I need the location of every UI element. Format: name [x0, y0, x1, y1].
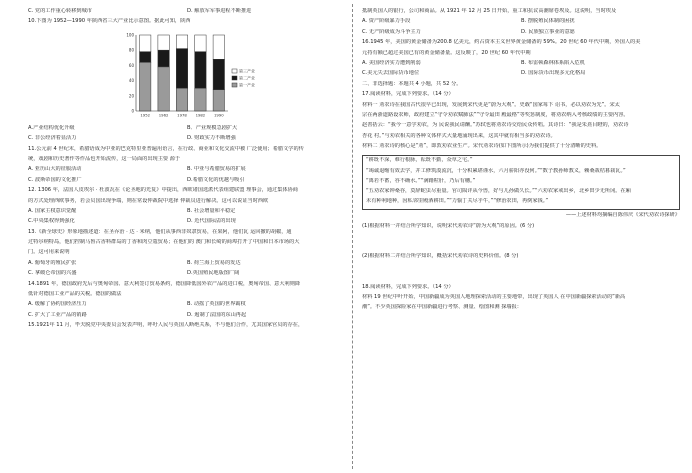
- q15-options-row1: [362, 18, 680, 28]
- q15-stem: 15.1921年 11 月，毕夫脱党中央委员会发表声明，呼吁人民与英国人断绝关系，不与他们合作，尤其国家官员的存在，: [28, 322, 304, 329]
- q15-option-c: C. 无产阶级成为斗争主力: [362, 28, 421, 35]
- bar-segment: [158, 67, 169, 111]
- q16-options-row2: [362, 70, 680, 80]
- q11-options-row2: [28, 177, 346, 187]
- q10-option-d: D. 财政实力不断增强: [187, 135, 236, 142]
- bar-segment: [139, 52, 150, 63]
- material3-line2: 潮”。不少英国探险家在中国新疆进行考察、测量、绘图和测 探墙报：: [362, 304, 522, 311]
- q10-option-a: A.产业结构优化升级: [28, 124, 75, 131]
- y-tick-label: 100: [126, 32, 134, 38]
- bar-segment: [195, 35, 206, 52]
- material2-intro: 材料二 劝农诗的核心是“劝”，即敦劝农业生产。宋代劝农诗(如下图所示)为我们提供了十分清晰的史料。: [362, 143, 602, 150]
- q15-option-d: D. 民族独立事业的意愿: [521, 28, 575, 35]
- right-column: [362, 8, 680, 315]
- bar-segment: [213, 35, 224, 59]
- q10-option-b: B．产业规模急剧扩大: [187, 124, 238, 131]
- q14-option-b: B. 动摇了英国的世界霸权: [187, 301, 246, 308]
- q13-option-a: A. 葡萄牙的殖民扩张: [28, 259, 77, 266]
- legend-swatch: [232, 76, 237, 80]
- q14-options-row2: [28, 312, 346, 322]
- answer-space-2: [362, 264, 680, 284]
- q16-option-c: C.美元失去国际货币地位: [362, 70, 420, 77]
- section-two-heading: 二、非选择题：本题共 4 小题，共 52 分。: [362, 80, 462, 87]
- q10-option-c: C. 非公经济着显活力: [28, 135, 77, 142]
- y-tick-label: 0: [131, 108, 134, 114]
- material1-line3: 赵善括云：“我今一意学劝农，为 民说我民请酬。”苏轼也将劝农诗交给民众传唱。其诗曰：“我是朱熹目瞪的，劝农诗: [362, 122, 629, 129]
- poem-line: “离若不蓄，谷不确水。”“满籍粒肝，乃后有穗。”: [366, 177, 476, 184]
- q12-option-b: B. 社会增量和平稳定: [187, 207, 236, 214]
- source-citation: ——上述材料均摘编自陈伟庆《宋代劝农诗探研》: [565, 212, 680, 219]
- q14-option-c: C. 扩大了工业产品的销路: [28, 311, 87, 318]
- q13-stem-line2: 过特尔纳特岛，他们控制马鲁古香料群岛的丁香和肉豆蔻贸易；在他们的 澳门和长崎的商埠打开了中国和日本市场的大: [28, 239, 300, 246]
- x-tick-label: 1978: [177, 112, 187, 118]
- legend-swatch: [232, 69, 237, 73]
- q13-options-row2: [28, 270, 346, 280]
- q15-option-a: A. 资产阶级暴力手段: [362, 18, 411, 25]
- q13-stem-line3: 门。这可用来说明: [28, 249, 70, 256]
- q13-option-c: C. 拿破仑帝国的兴盛: [28, 270, 77, 277]
- q15-option-b: B. 摆脱殖民体制的困扰: [521, 18, 575, 25]
- column-divider: [352, 4, 353, 469]
- poem-line: “五劝农家钟桑谷，莫辞蛇虫尽重量。官司陨详从今兽，好与儿孙做久长。”“六劝农家戒出乡，北乡田少无所冈。在厢: [366, 188, 631, 195]
- q17-part2: (2)根据材料二并结合所学知识，概括宋代劝农诗的史料价值。(8 分): [362, 253, 519, 260]
- q15-stem-cont: 抵制英国人的银行，公司和商品。从 1921 年 12 月 25 日开始，重工和抗议高潮席卷埃及。这说明，当时埃及: [362, 8, 617, 14]
- x-tick-label: 1952: [140, 112, 151, 118]
- q18-title: 18.阅读材料，完成下列要求。（14 分）: [362, 283, 454, 290]
- legend-label: 第二产业: [239, 75, 255, 81]
- q16-option-b: B. 布雷顿森林体系陷入危机: [521, 59, 585, 66]
- bar-segment: [139, 35, 150, 52]
- q13-options-row1: [28, 260, 346, 270]
- q11-option-b: B. 中亚与希腊贸易的扩展: [187, 166, 246, 173]
- x-tick-label: 1982: [195, 112, 206, 118]
- q9-option-d: D. 解放军军事进程不断推进: [187, 8, 252, 14]
- q17-part1: (1)根据材料一并结合所学知识，说明宋代劝农诗“蔚为大观”的原因。(6 分): [362, 222, 535, 229]
- q16-option-d: D. 国际货币出现多元化格局: [521, 70, 586, 77]
- q15-options-row2: [362, 29, 680, 39]
- q13-option-d: D.英国殖民地版图广阔: [187, 270, 240, 277]
- q14-stem-line2: 低针对德国工业产品的关税。德国的做法: [28, 291, 122, 298]
- q11-stem-line1: 11.公元前 4 世纪末，希腊语成为中亚的巴克特里亚普遍用语言，在行政、商业和文化交流中被 广泛使用；希腊文学的传: [28, 145, 304, 152]
- q11-stem-line2: 统，戏剧和历史著作等作品也开始流传，这一局面的出现主要 源于: [28, 155, 181, 162]
- material1-line1: 材料一 劝农诗在我国古代很早已出现，发展到宋代更是“蔚为大观”。史载“国家每下 诏书，必以劝农为先”。宋太: [362, 101, 620, 108]
- legend-label: 第一产业: [239, 82, 255, 88]
- industry-chart: [118, 31, 268, 123]
- q11-option-a: A. 亚历山大的征服活动: [28, 166, 82, 173]
- q12-options-row2: [28, 218, 346, 228]
- q11-option-d: D.希腊文化的优越与吸引: [187, 176, 245, 183]
- q12-stem-line2: 的方式处理西欧事务，若会员国出现争端，则在常设仲裁院中选择 仲裁员进行解决。这可以说证当时西欧: [28, 197, 269, 204]
- bar-segment: [176, 35, 187, 49]
- x-tick-label: 1962: [158, 112, 169, 118]
- bar-segment: [213, 59, 224, 89]
- q16-options-row1: [362, 60, 680, 70]
- y-tick-label: 80: [128, 47, 134, 53]
- q14-option-d: D. 遏制了法国的东山再起: [187, 311, 247, 318]
- poem-table: [362, 155, 680, 210]
- q12-option-c: C.中央集权得到强化: [28, 218, 75, 225]
- material1-line4: 杏花 村。”与劝农相关的各种文体样式大量地涌现出来，这其中就有相当多的劝农诗。: [362, 132, 556, 139]
- left-column: [28, 8, 346, 333]
- y-tick-label: 20: [128, 93, 134, 99]
- q14-stem-line1: 14.1891 年，德国政府先后与奥匈帝国、意大利签订贸易条约，德国降低国外农产品的进口税，奥匈帝国、意大利则降: [28, 280, 301, 287]
- bar-segment: [195, 88, 206, 111]
- q11-options-row1: [28, 166, 346, 176]
- y-tick-label: 60: [128, 62, 134, 68]
- q12-option-a: A. 国家主权意识觉醒: [28, 207, 77, 214]
- q12-options-row1: [28, 208, 346, 218]
- poem-line: “竭诚退缩有效去学，并工修筑漠流沉，十分积累堪谨水，六月骄阳亦没何。”“数子教孙师教义，赖桑栽桔暮栽瓦。”: [366, 167, 626, 174]
- bar-segment: [139, 62, 150, 111]
- y-tick-label: 40: [128, 77, 134, 83]
- q13-stem-line1: 13.《新全球史》形象地描述道：在圣乔治 · 达 · 米纳，他们从事西非奴隶贸易，在果阿，他们瓦 运回撤的胡椒，通: [28, 228, 292, 235]
- q9-options: [28, 8, 346, 18]
- bar-segment: [213, 90, 224, 111]
- q11-option-c: C. 波斯帝国的文化推广: [28, 176, 82, 183]
- legend-label: 第三产业: [239, 68, 255, 74]
- bar-segment: [195, 52, 206, 88]
- material3-line1: 材料 19 世纪中叶开始，中国新疆成为英国人地理探索活动的主要地带，出现了英国人 在中国新疆探索活动的”新高: [362, 293, 626, 300]
- q13-option-b: B. 荷兰海上贸易的发达: [187, 259, 241, 266]
- q16-stem-line1: 16.1945 年，美国的黄金储备为200.8 亿美元，约占资本主义世界黄金储备的 59%。20 世纪 60 年代中期，外国人的美: [362, 39, 641, 46]
- q16-stem-line2: 元持有额已超过美国已有的黄金储备量。这反映了，20 世纪 60 年代中期: [362, 49, 531, 56]
- q16-option-a: A. 美国经济实力遭到削弱: [362, 59, 421, 66]
- legend-swatch: [232, 83, 237, 87]
- stacked-bar-chart: [118, 31, 268, 123]
- q9-option-c: C. 党的工作重心转移到城市: [28, 8, 92, 14]
- bar-segment: [158, 50, 169, 67]
- bar-segment: [176, 48, 187, 88]
- q14-option-a: A. 缓解了协约国经济压力: [28, 301, 87, 308]
- q14-options-row1: [28, 301, 346, 311]
- poem-line: 未有种利地种，因私邻里殿酒耕田。”“力愉丁关尽乎牛，”“修治农田，再倒家钱。”: [366, 198, 549, 205]
- q12-stem-line1: 12. 1306 年，法国人皮埃尔 · 杜波瓦在《论圣地的光复》中提出，西欧诸国选派代表组建联盟 理事会，通过集体协商: [28, 187, 298, 194]
- q12-option-d: D. 近代国际法的出现: [187, 218, 236, 225]
- material1-line2: 宗在两浙道路设农师，政府建立“守令劝农赋肺法”“守令最田 殿最格”等奖惩制度，将劝农纳入考核政绩的主要内容。: [362, 111, 629, 118]
- q10-stem: 10.下图为 1952—1990 年陕西省三大产业比示意图。据此可知，陕西: [28, 18, 191, 25]
- answer-space-1: [362, 233, 680, 253]
- bar-segment: [158, 35, 169, 50]
- bar-segment: [176, 88, 187, 111]
- q10-options-row2: [28, 135, 346, 145]
- q17-title: 17.阅读材料，完成下列要求。（14 分）: [362, 91, 454, 98]
- x-tick-label: 1990: [213, 112, 224, 118]
- poem-line: “耕既不深，难行根脉，耘既不勤，众草之宅。”: [366, 157, 473, 164]
- q10-options-row1: [28, 125, 346, 135]
